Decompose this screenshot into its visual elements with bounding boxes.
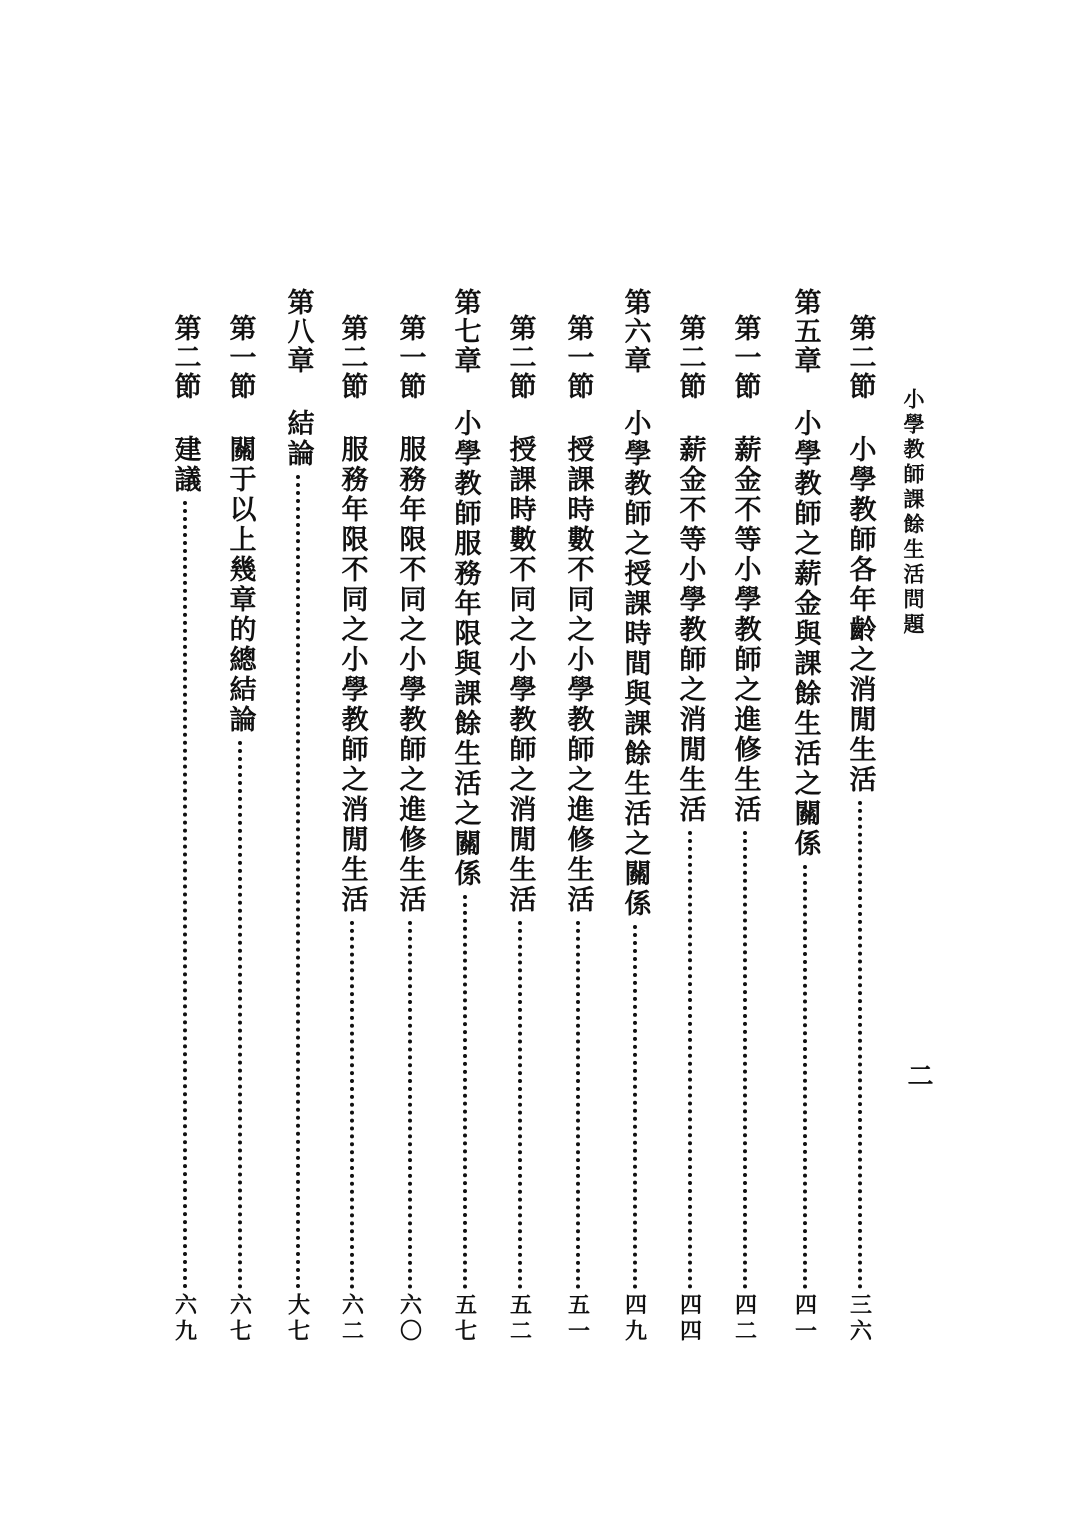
toc-page-number: 五二 <box>506 1293 533 1345</box>
leader-dots <box>463 895 467 1289</box>
toc-label: 第二節 <box>844 314 876 401</box>
toc-title: 授課時數不同之小學教師之進修生活 <box>562 435 594 915</box>
toc-label: 第一節 <box>224 314 256 401</box>
toc-label: 第八章 <box>282 288 314 375</box>
toc-title: 服務年限不同之小學教師之消閒生活 <box>336 435 368 915</box>
toc-title: 小學教師之授課時間與課餘生活之關係 <box>619 409 651 919</box>
toc-title: 薪金不等小學教師之消閒生活 <box>674 435 706 825</box>
toc-page-number: 四二 <box>731 1293 758 1345</box>
toc-page-number: 六七 <box>226 1293 253 1345</box>
toc-title: 服務年限不同之小學教師之進修生活 <box>394 435 426 915</box>
toc-label: 第二節 <box>504 314 536 401</box>
leader-dots <box>858 801 862 1289</box>
toc-label: 第一節 <box>562 314 594 401</box>
toc-title: 授課時數不同之小學教師之消閒生活 <box>504 435 536 915</box>
toc-label: 第六章 <box>619 288 651 375</box>
toc-title: 關于以上幾章的總結論 <box>224 435 256 735</box>
leader-dots <box>408 921 412 1289</box>
leader-dots <box>688 831 692 1289</box>
toc-page-number: 三六 <box>846 1293 873 1345</box>
toc-page-number: 六九 <box>171 1293 198 1345</box>
toc-title: 小學教師各年齡之消閒生活 <box>844 435 876 795</box>
leader-dots <box>743 831 747 1289</box>
toc-page-number: 四一 <box>791 1293 818 1345</box>
toc-title: 小學教師之薪金與課餘生活之關係 <box>789 409 821 859</box>
toc-page-number: 六二 <box>338 1293 365 1345</box>
leader-dots <box>803 865 807 1289</box>
leader-dots <box>296 475 300 1289</box>
toc-entry <box>335 314 369 1345</box>
leader-dots <box>183 501 187 1289</box>
toc-page-number: 四九 <box>621 1293 648 1345</box>
toc-title: 建議 <box>169 435 201 495</box>
toc-label: 第一節 <box>729 314 761 401</box>
leader-dots <box>350 921 354 1289</box>
toc-entry <box>618 288 652 1345</box>
toc-entry <box>788 288 822 1345</box>
toc-page-number: 大七 <box>284 1293 311 1345</box>
page-number: 二 <box>903 1062 933 1088</box>
leader-dots <box>576 921 580 1289</box>
toc-entry <box>843 314 877 1345</box>
leader-dots <box>238 741 242 1289</box>
running-title: 小學教師課餘生活問題 <box>901 388 926 638</box>
toc-title: 結論 <box>282 409 314 469</box>
toc-entry <box>503 314 537 1345</box>
toc-entry <box>168 314 202 1345</box>
toc-entry <box>561 314 595 1345</box>
leader-dots <box>518 921 522 1289</box>
toc-page-number: 四四 <box>676 1293 703 1345</box>
toc-entry <box>223 314 257 1345</box>
toc-label: 第二節 <box>336 314 368 401</box>
toc-entry <box>728 314 762 1345</box>
toc-entry <box>281 288 315 1345</box>
toc-page-number: 五一 <box>564 1293 591 1345</box>
toc-page-number: 六〇 <box>396 1293 423 1345</box>
toc-label: 第二節 <box>674 314 706 401</box>
toc-title: 薪金不等小學教師之進修生活 <box>729 435 761 825</box>
toc-label: 第七章 <box>449 288 481 375</box>
toc-label: 第二節 <box>169 314 201 401</box>
toc-title: 小學教師服務年限與課餘生活之關係 <box>449 409 481 889</box>
toc-label: 第一節 <box>394 314 426 401</box>
toc-entry <box>673 314 707 1345</box>
leader-dots <box>633 925 637 1289</box>
toc-entry <box>393 314 427 1345</box>
toc-label: 第五章 <box>789 288 821 375</box>
toc-entry <box>448 288 482 1345</box>
toc-page-number: 五七 <box>451 1293 478 1345</box>
